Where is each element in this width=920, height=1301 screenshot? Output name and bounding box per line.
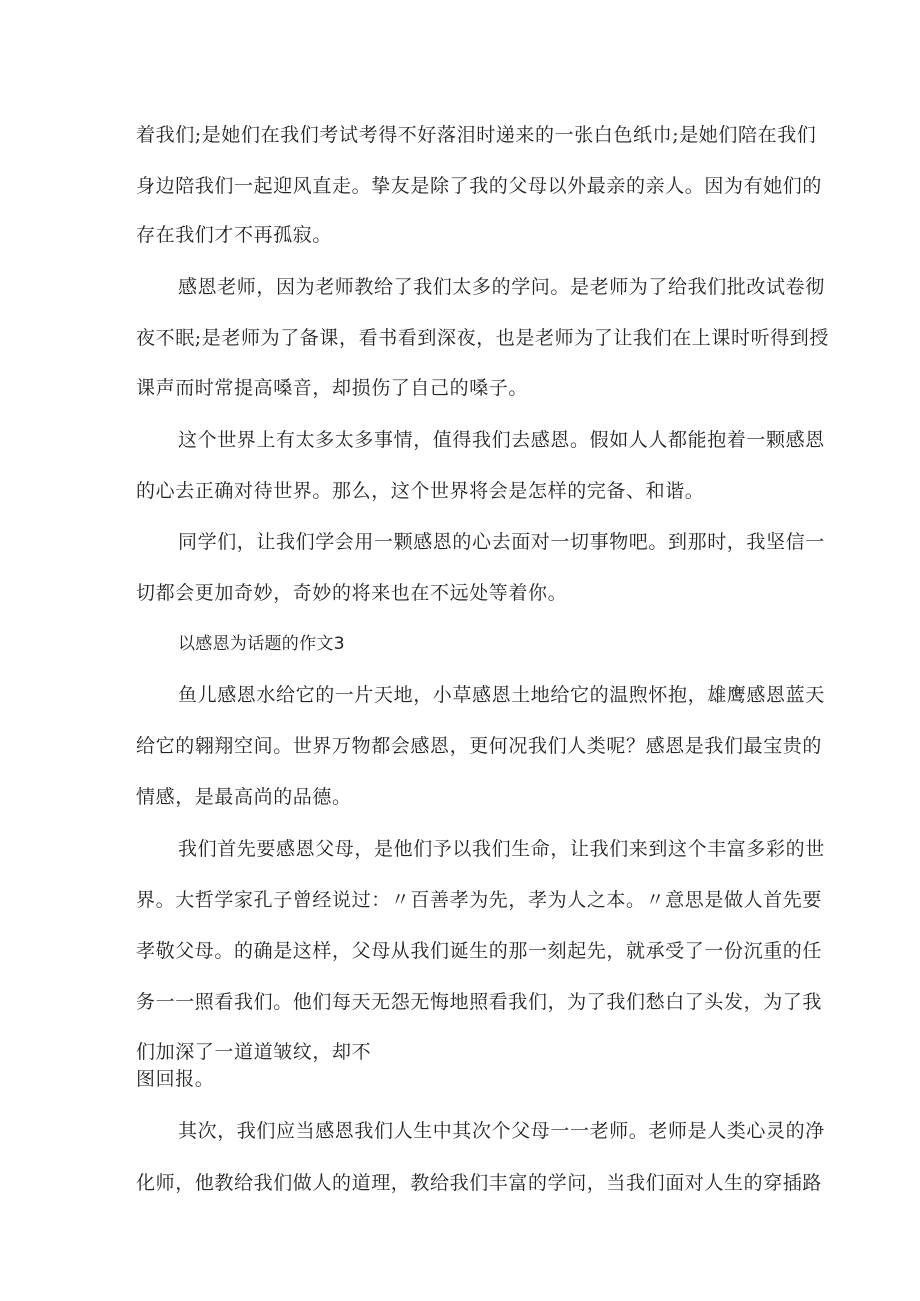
- paragraph-line: 务一一照看我们。他们每天无怨无悔地照看我们，为了我们愁白了头发，为了我: [136, 991, 823, 1013]
- paragraph-line: 的心去正确对待世界。那么，这个世界将会是怎样的完备、和谐。: [136, 480, 705, 502]
- paragraph-line: 其次，我们应当感恩我们人生中其次个父母一一老师。老师是人类心灵的净: [178, 1120, 825, 1142]
- paragraph-line: 存在我们才不再孤寂。: [136, 224, 333, 246]
- paragraph-line: 这个世界上有太多太多事情，值得我们去感恩。假如人人都能抱着一颗感恩: [178, 429, 825, 451]
- paragraph-line: 们加深了一道道皱纹，却不: [136, 1041, 372, 1063]
- paragraph-line: 情感，是最高尚的品德。: [136, 786, 352, 808]
- paragraph-line: 着我们;是她们在我们考试考得不好落泪时递来的一张白色纸巾;是她们陪在我们: [136, 124, 817, 146]
- paragraph-line: 界。大哲学家孔子曾经说过：〃百善孝为先，孝为人之本。〃意思是做人首先要: [136, 889, 823, 911]
- paragraph-line: 身边陪我们一起迎风直走。挚友是除了我的父母以外最亲的亲人。因为有她们的: [136, 175, 823, 197]
- paragraph-line: 我们首先要感恩父母，是他们予以我们生命，让我们来到这个丰富多彩的世: [178, 838, 825, 860]
- paragraph-line: 图回报。: [136, 1068, 215, 1090]
- paragraph-line: 课声而时常提高嗓音，却损伤了自己的嗓子。: [136, 377, 529, 399]
- paragraph-line: 切都会更加奇妙，奇妙的将来也在不远处等着你。: [136, 582, 568, 604]
- paragraph-line: 夜不眠;是老师为了备课，看书看到深夜，也是老师为了让我们在上课时听得到授: [136, 327, 830, 349]
- paragraph-line: 感恩老师，因为老师教给了我们太多的学问。是老师为了给我们批改试卷彻: [178, 276, 825, 298]
- paragraph-line: 鱼儿感恩水给它的一片天地，小草感恩土地给它的温煦怀抱，雄鹰感恩蓝天: [178, 684, 825, 706]
- paragraph-line: 化师，他教给我们做人的道理，教给我们丰富的学问，当我们面对人生的穿插路: [136, 1172, 823, 1194]
- paragraph-line: 同学们，让我们学会用一颗感恩的心去面对一切事物吧。到那时，我坚信一: [178, 531, 825, 553]
- section-heading: 以感恩为话题的作文3: [178, 634, 345, 654]
- paragraph-line: 给它的翱翔空间。世界万物都会感恩，更何况我们人类呢？感恩是我们最宝贵的: [136, 735, 823, 757]
- paragraph-line: 孝敬父母。的确是这样，父母从我们诞生的那一刻起先，就承受了一份沉重的任: [136, 940, 823, 962]
